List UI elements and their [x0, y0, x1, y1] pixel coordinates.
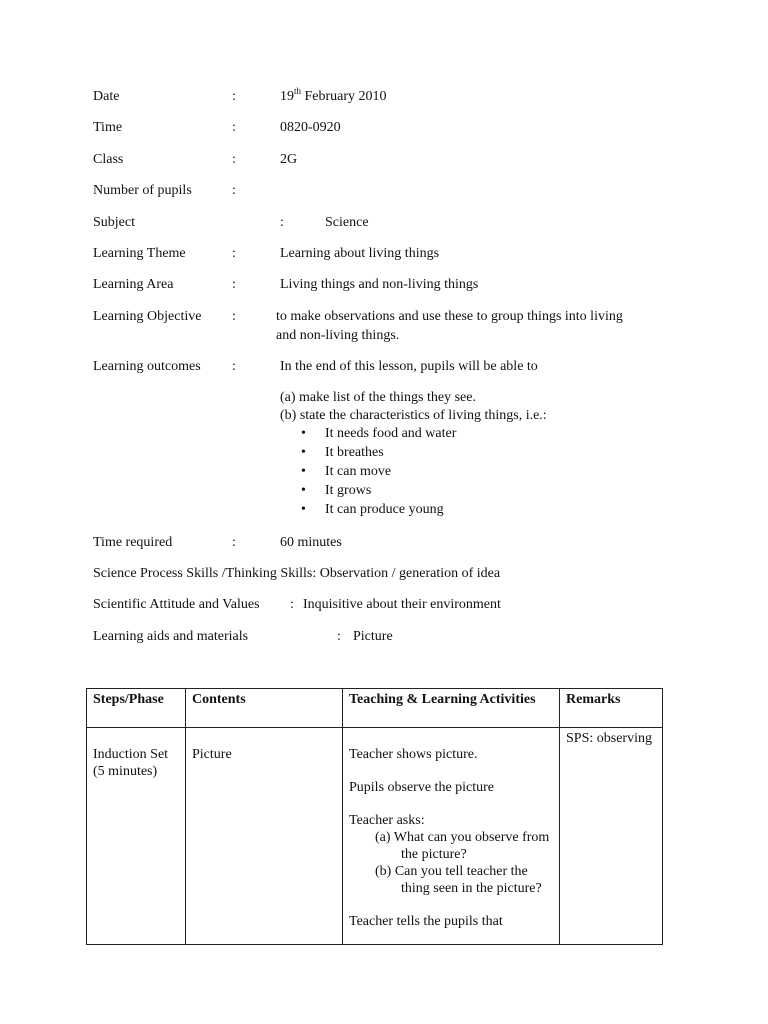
attitude-value: Inquisitive about their environment [303, 597, 501, 612]
area-value: Living things and non-living things [280, 277, 479, 292]
cell-contents: Picture [186, 728, 343, 945]
lesson-table [86, 688, 663, 945]
class-value: 2G [280, 152, 298, 167]
outcome-b: (b) state the characteristics of living things, i.e.: [280, 408, 547, 423]
time-required-label: Time required [93, 535, 173, 550]
subject-colon: : [280, 215, 284, 230]
objective-value-cont: and non-living things. [276, 328, 400, 343]
outcomes-value: In the end of this lesson, pupils will be able to [280, 359, 538, 374]
activity-line: Pupils observe the picture [349, 780, 495, 795]
subject-label: Subject [93, 215, 135, 230]
header-activities: Teaching & Learning Activities [343, 689, 560, 728]
bullet-item: • It can move [301, 464, 392, 479]
activity-question: (b) Can you tell teacher the thing seen in the picture? [375, 864, 542, 896]
cell-step [87, 728, 186, 945]
class-label: Class [93, 152, 124, 167]
aids-label: Learning aids and materials [93, 629, 249, 644]
date-sup: th [294, 86, 302, 96]
area-colon: : [232, 277, 236, 292]
aids-value: Picture [353, 629, 393, 644]
outcomes-colon: : [232, 359, 236, 374]
table-row [87, 728, 663, 945]
process-skills: Science Process Skills /Thinking Skills: Observation / generation of idea [93, 566, 501, 581]
header-steps: Steps/Phase [87, 689, 186, 728]
bullet-item: • It grows [301, 483, 372, 498]
header-contents: Contents [186, 689, 343, 728]
theme-label: Learning Theme [93, 246, 186, 261]
time-colon: : [232, 120, 236, 135]
theme-value: Learning about living things [280, 246, 440, 261]
time-required-value: 60 minutes [280, 535, 342, 550]
outcome-a: (a) make list of the things they see. [280, 390, 476, 405]
activity-question: (a) What can you observe from the picture? [375, 830, 550, 862]
bullet-icon: • [301, 483, 306, 498]
theme-colon: : [232, 246, 236, 261]
step-time: (5 minutes) [93, 764, 158, 779]
date-colon: : [232, 89, 236, 104]
subject-value: Science [325, 215, 369, 230]
objective-label: Learning Objective [93, 309, 202, 324]
aids-colon: : [337, 629, 341, 644]
date-label: Date [93, 89, 120, 104]
attitude-label: Scientific Attitude and Values [93, 597, 260, 612]
cell-remarks: SPS: observing [560, 728, 663, 945]
area-label: Learning Area [93, 277, 174, 292]
time-label: Time [93, 120, 123, 135]
bullet-item: • It can produce young [301, 502, 444, 517]
bullet-icon: • [301, 464, 306, 479]
step-name: Induction Set [93, 747, 169, 762]
time-required-colon: : [232, 535, 236, 550]
objective-colon: : [232, 309, 236, 324]
activity-line: Teacher shows picture. [349, 747, 478, 762]
cell-activities [343, 728, 560, 945]
time-value: 0820-0920 [280, 120, 341, 135]
bullet-icon: • [301, 445, 306, 460]
bullet-item: • It needs food and water [301, 426, 457, 441]
attitude-colon: : [290, 597, 294, 612]
objective-value: to make observations and use these to group things into living [276, 309, 623, 324]
date-value: 19th February 2010 [280, 86, 387, 104]
bullet-icon: • [301, 426, 306, 441]
pupils-label: Number of pupils [93, 183, 192, 198]
bullet-item: • It breathes [301, 445, 384, 460]
table-header-row [87, 689, 663, 728]
class-colon: : [232, 152, 236, 167]
activity-line: Teacher asks: [349, 813, 425, 828]
header-remarks: Remarks [560, 689, 663, 728]
activity-line: Teacher tells the pupils that [349, 914, 503, 929]
pupils-colon: : [232, 183, 236, 198]
bullet-icon: • [301, 502, 306, 517]
outcomes-label: Learning outcomes [93, 359, 201, 374]
